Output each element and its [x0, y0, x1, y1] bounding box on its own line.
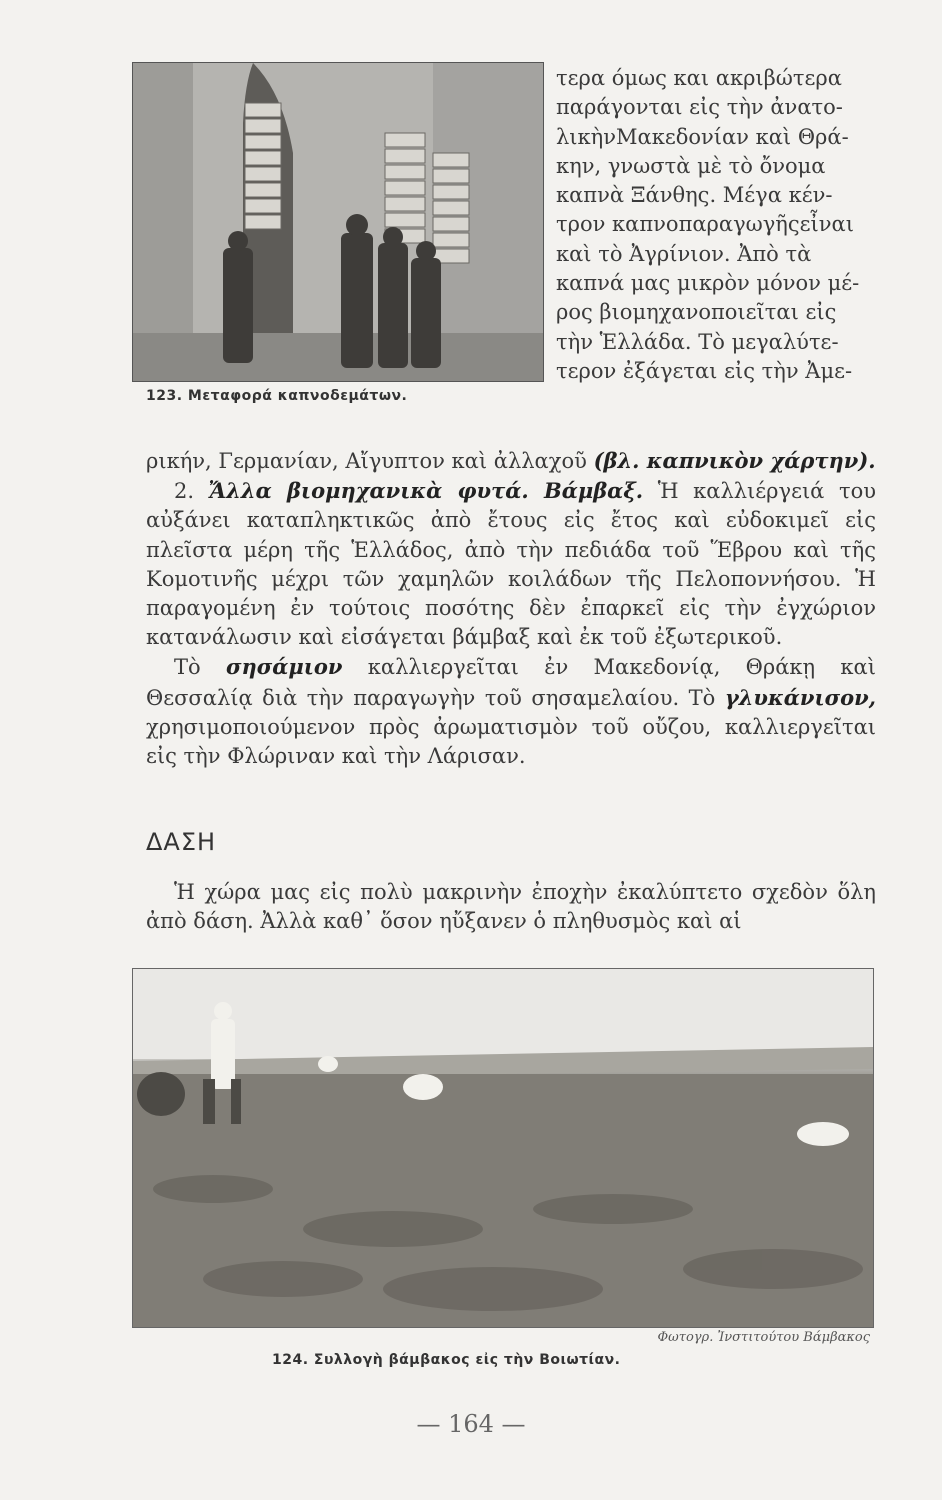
text-line: τὴν Ἑλλάδα. Τὸ μεγαλύτε- [556, 329, 839, 354]
tobacco-transport-photo [132, 62, 544, 382]
paragraph-sesame [146, 652, 876, 771]
paragraph-forests: Ἡ χώρα μας εἰς πολὺ μακρινὴν ἐποχὴν ἐκαλύπτετο σχεδὸν ὅλη ἀπὸ δάση. Ἀλλὰ καθ᾽ ὅσον ηὔξανεν ὁ πληθυσμὸς καὶ αἱ [146, 880, 876, 934]
text-run: χρησιμοποιούμενον πρὸς ἀρωματισμὸν τοῦ οὔζου, καλλιεργεῖται εἰς τὴν Φλώριναν καὶ τὴν Λάρισαν. [146, 714, 876, 769]
section-title: ΔΑΣΗ [146, 828, 217, 856]
cotton-heading: Ἄλλα βιομηχανικὰ φυτά. Βάμβαξ. [208, 478, 644, 504]
text-run: καλλιεργεῖται ἐν Μακεδονίᾳ, Θράκῃ καὶ Θεσσαλίᾳ διὰ τὴν παραγωγὴν τοῦ σησαμελαίου. Τὸ [146, 655, 876, 710]
text-line: καπνὰ Ξάνθης. Μέγα κέν- [556, 183, 833, 208]
text-run: Ἡ καλλιέργειά του αὐξάνει καταπληκτικῶς ἀπὸ ἔτους εἰς ἔτος καὶ εὐδοκιμεῖ εἰς πλεῖστα μέρη τῆς Ἑλλάδος, ἀπὸ τὴν πεδιάδα τοῦ Ἕβρου καὶ τῆς Κομοτινῆς μέχρι τῶν χαμηλῶν κοιλάδων τῆς Πελοποννήσου. Ἡ παραγομένη ἐν τούτοις ποσότης δὲν ἐπαρκεῖ εἰς τὴν ἐγχώριον κατανάλωσιν καὶ εἰσάγεται βάμβαξ καὶ ἐκ τοῦ ἐξωτερικοῦ. [146, 479, 876, 650]
text-line: τρον καπνοπαραγωγῆςεἶναι [556, 212, 854, 237]
text-line: κην, γνωστὰ μὲ τὸ ὄνομα [556, 153, 826, 178]
page-number: — 164 — [416, 1410, 526, 1438]
cotton-harvest-photo [132, 968, 874, 1328]
sesame-term: σησάμιον [225, 654, 343, 680]
right-column-text [556, 64, 878, 386]
text-run: Τὸ [174, 655, 201, 680]
body-text [146, 446, 876, 771]
text-line: τερον ἐξάγεται εἰς τὴν Ἀμε- [556, 358, 853, 383]
text-line: παράγονται εἰς τὴν ἀνατο- [556, 95, 843, 120]
figure-123-caption: 123. Μεταφορά καπνοδεμάτων. [146, 388, 408, 404]
paragraph-cotton [146, 476, 876, 652]
figure-124-caption: 124. Συλλογὴ βάμβακος εἰς τὴν Βοιωτίαν. [272, 1352, 621, 1368]
text-line: καπνά μας μικρὸν μόνον μέ- [556, 271, 860, 296]
text-line: ρος βιομηχανοποιεῖται εἰς [556, 300, 837, 325]
anise-term: γλυκάνισον, [724, 684, 876, 710]
forest-text [146, 878, 876, 936]
item-number: 2. [174, 479, 195, 504]
paragraph-tobacco-end [146, 446, 876, 476]
text-line: καὶ τὸ Ἀγρίνιον. Ἀπὸ τὰ [556, 241, 812, 266]
text-line: τερα όμως και ακριβώτερα [556, 66, 842, 90]
text-run: ρικήν, Γερμανίαν, Αἴγυπτον καὶ ἀλλαχοῦ [146, 449, 587, 473]
photo-credit: Φωτογρ. Ἰνστιτούτου Βάμβακος [657, 1330, 870, 1345]
text-line: λικὴνΜακεδονίαν καὶ Θρά- [556, 124, 849, 149]
map-reference: (βλ. καπνικὸν χάρτην). [593, 448, 876, 473]
